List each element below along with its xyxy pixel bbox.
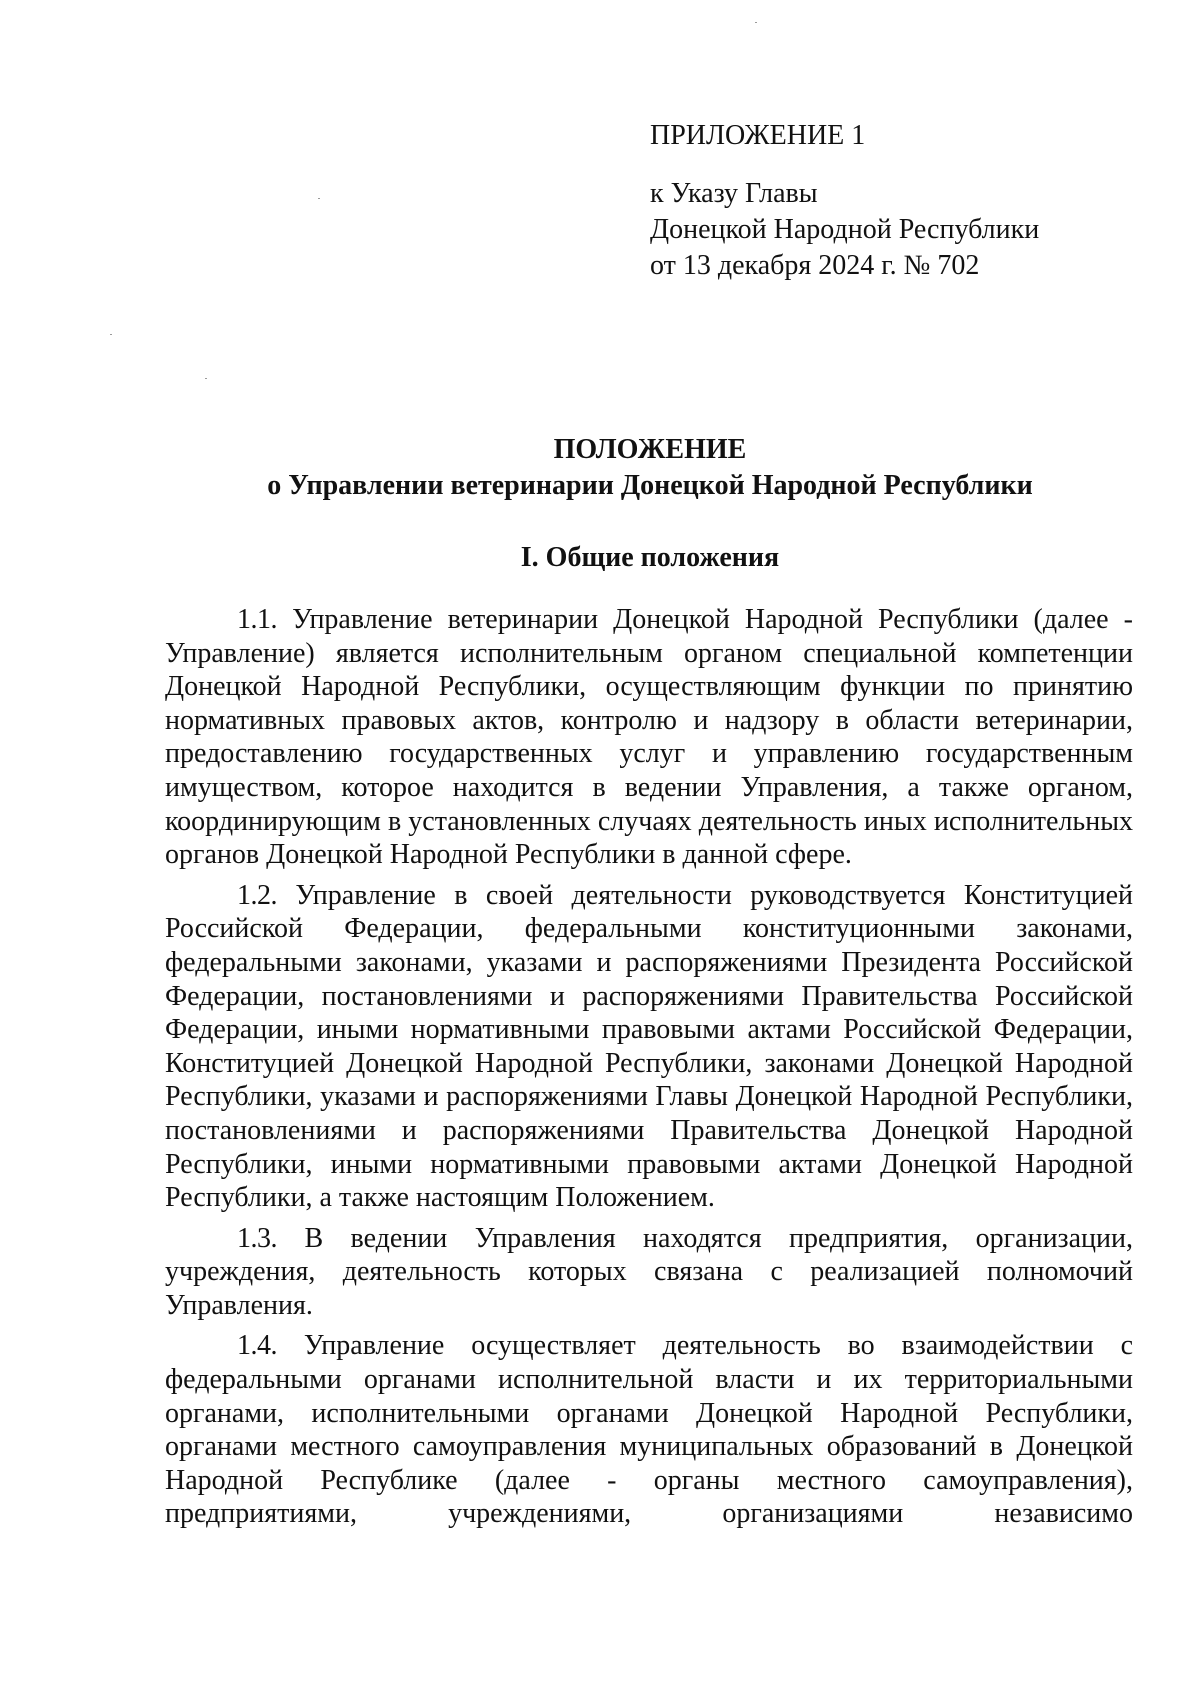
scan-speck xyxy=(318,198,320,199)
paragraph-1-1 xyxy=(165,603,1133,872)
scan-speck xyxy=(110,334,112,335)
appendix-title: ПРИЛОЖЕНИЕ 1 xyxy=(650,120,866,151)
paragraph-1-2 xyxy=(165,879,1133,1215)
paragraph-number: 1.1. xyxy=(237,604,277,635)
paragraph-text: В ведении Управления находятся предприятия, организации, учреждения, деятельность которых связана с реализацией полномочий Управления. xyxy=(165,1222,1133,1321)
scan-speck xyxy=(755,22,757,23)
paragraph-text: Управление ветеринарии Донецкой Народной Республики (далее - Управление) является исполнительным органом специальной компетенции Донецкой Народной Республики, осуществляющим функции по принятию нормативных правовых актов, контролю и надзору в области ветеринарии, предоставлению государственных услуг и управлению государственным имуществом, которое находится в ведении Управления, а также органом, координирующим в установленных случаях деятельность иных исполнительных органов Донецкой Народной Республики в данной сфере. xyxy=(165,604,1133,871)
document-heading xyxy=(165,432,1135,504)
appendix-line-decree: к Указу Главы xyxy=(650,178,818,209)
paragraph-1-4 xyxy=(165,1329,1133,1531)
paragraph-text: Управление осуществляет деятельность во взаимодействии с федеральными органами исполнительной власти и их территориальными органами, исполнительными органами Донецкой Народной Республики, органами местного самоуправления муниципальных образований в Донецкой Народной Республике (далее - органы местного самоуправления), предприятиями, учреждениями, организациями независимо xyxy=(165,1330,1134,1530)
section-title: I. Общие положения xyxy=(520,542,780,573)
scan-speck xyxy=(205,378,207,379)
appendix-block xyxy=(650,118,1039,284)
document-title: ПОЛОЖЕНИЕ xyxy=(553,434,747,465)
paragraph-1-3 xyxy=(165,1222,1133,1323)
document-body xyxy=(165,603,1133,1538)
paragraph-number: 1.3. xyxy=(237,1222,277,1254)
document-subtitle: о Управлении ветеринарии Донецкой Народной Республики xyxy=(267,470,1033,501)
appendix-line-date: от 13 декабря 2024 г. № 702 xyxy=(650,250,980,281)
paragraph-number: 1.2. xyxy=(237,879,277,911)
paragraph-number: 1.4. xyxy=(237,1330,277,1362)
appendix-line-republic: Донецкой Народной Республики xyxy=(650,214,1040,245)
paragraph-text: Управление в своей деятельности руководствуется Конституцией Российской Федерации, федеральными конституционными законами, федеральными законами, указами и распоряжениями Президента Российской Федерации, постановлениями и распоряжениями Правительства Российской Федерации, иными нормативными правовыми актами Российской Федерации, Конституцией Донецкой Народной Республики, законами Донецкой Народной Республики, указами и распоряжениями Главы Донецкой Народной Республики, постановлениями и распоряжениями Правительства Донецкой Народной Республики, иными нормативными правовыми актами Донецкой Народной Республики, а также настоящим Положением. xyxy=(165,879,1133,1214)
